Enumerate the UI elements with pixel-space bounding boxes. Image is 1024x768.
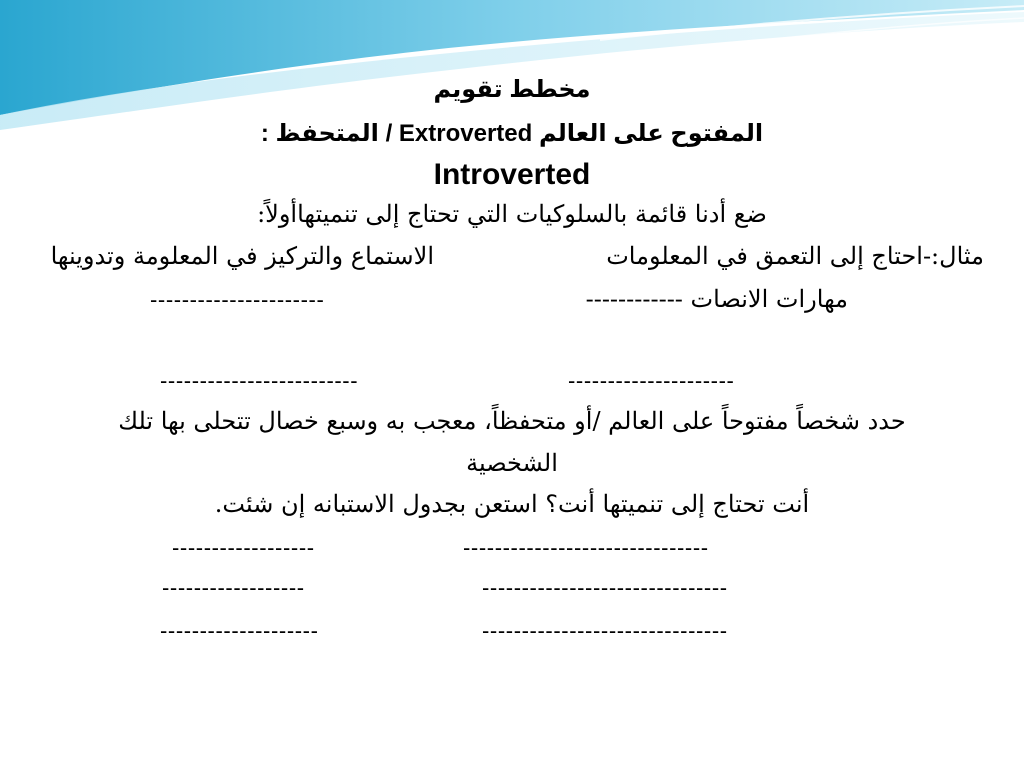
slide-title: مخطط تقويم <box>433 76 591 103</box>
subtitle-line-2: Introverted <box>433 158 591 191</box>
blank-line: ------------------ <box>172 535 315 560</box>
blank-line: ------------------ <box>162 575 305 600</box>
blank-line: ------------------------- <box>160 368 359 393</box>
blank-line: --------------------- <box>568 368 735 393</box>
question-text: أنت تحتاج إلى تنميتها أنت؟ استعن بجدول الاستبانه إن شئت. <box>214 490 810 518</box>
task-text-line-1: حدد شخصاً مفتوحاً على العالم /أو متحفظاً، معجب به وسبع خصال تتحلى بها تلك <box>118 407 906 435</box>
blank-line: ------------------------------- <box>482 575 728 600</box>
example-text-part-2: الاستماع والتركيز في المعلومة وتدوينها <box>50 242 434 270</box>
subtitle-line-1: المفتوح على العالم Extroverted / المتحفظ : <box>260 120 764 147</box>
blank-line: ---------------------- <box>150 287 325 312</box>
example-text-part-1: مثال:-احتاج إلى التعمق في المعلومات <box>606 242 984 270</box>
example-line-2: مهارات الانصات ------------ <box>585 285 848 313</box>
task-text-line-2: الشخصية <box>466 449 558 477</box>
blank-line: ------------------------------- <box>463 535 709 560</box>
blank-line: ------------------------------- <box>482 618 728 643</box>
decorative-wave-header <box>0 0 1024 130</box>
blank-line: -------------------- <box>160 618 319 643</box>
instruction-text: ضع أدنا قائمة بالسلوكيات التي تحتاج إلى تنميتهاأولاً: <box>257 200 767 228</box>
